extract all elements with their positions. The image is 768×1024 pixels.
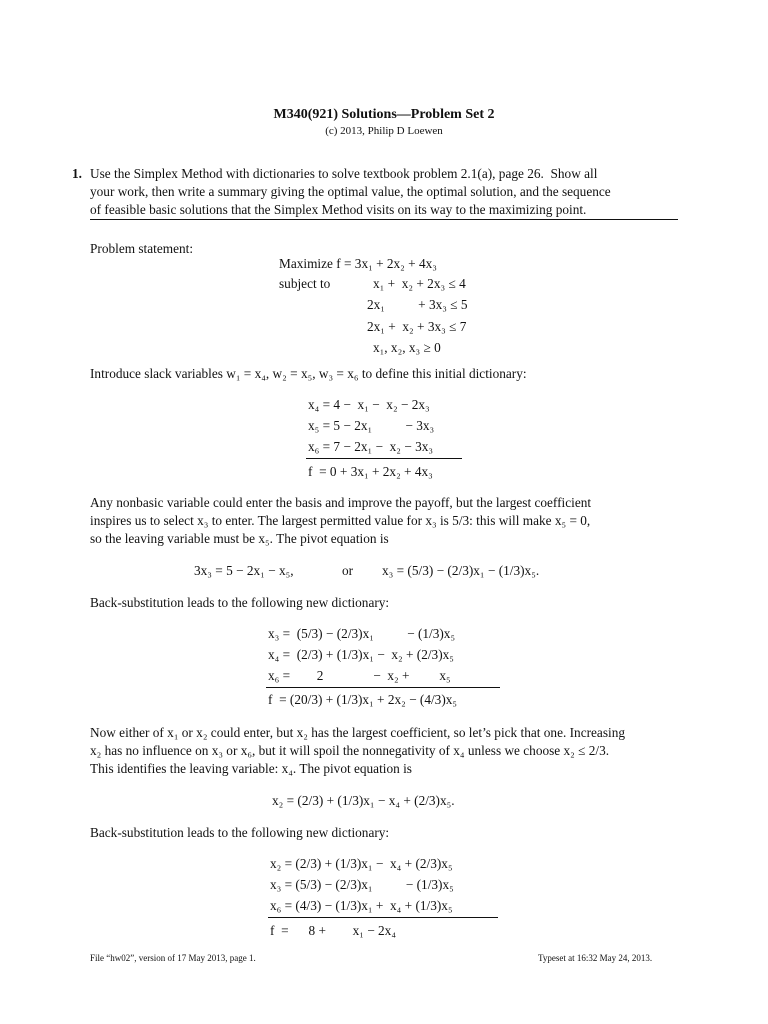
footer-typeset-info: Typeset at 16:32 May 24, 2013. xyxy=(538,953,653,963)
constraint-3: 2x₁ + x₂ + 3x₃ ≤ 7 xyxy=(367,319,467,334)
para2-line-2: x₂ has no influence on x₃ or x₆, but it will spoil the nonnegativity of x₄ unless we choose x₂ ≤ 2/3. xyxy=(90,743,610,758)
dict2-row-1: x₃ = (5/3) − (2/3)x₁ − (1/3)x₅ xyxy=(268,626,456,641)
maximize-line: Maximize f = 3x₁ + 2x₂ + 4x₃ xyxy=(279,256,437,271)
backsub2-text: Back-substitution leads to the following new dictionary: xyxy=(90,825,390,840)
dict3-row-2: x₃ = (5/3) − (2/3)x₁ − (1/3)x₅ xyxy=(270,877,454,892)
subject-to-label: subject to xyxy=(279,276,331,291)
dict2-row-3: x₆ = 2 − x₂ + x₅ xyxy=(268,668,451,683)
question-line-2: your work, then write a summary giving the optimal value, the optimal solution, and the sequence xyxy=(90,184,611,199)
dict2-objective: f = (20/3) + (1/3)x₁ + 2x₂ − (4/3)x₅ xyxy=(268,692,458,707)
para2-line-1: Now either of x₁ or x₂ could enter, but x₂ has the largest coefficient, so let’s pick that one. Increasing xyxy=(90,725,625,740)
footer-file-info: File “hw02”, version of 17 May 2013, page 1. xyxy=(90,953,256,963)
dict1-row-1: x₄ = 4 − x₁ − x₂ − 2x₃ xyxy=(308,397,430,412)
dict2-rule xyxy=(266,687,500,688)
dict1-row-2: x₅ = 5 − 2x₁ − 3x₃ xyxy=(308,418,435,433)
copyright-line: (c) 2013, Philip D Loewen xyxy=(325,125,443,137)
dict3-row-1: x₂ = (2/3) + (1/3)x₁ − x₄ + (2/3)x₅ xyxy=(270,856,453,871)
problem-label: Problem statement: xyxy=(90,241,194,256)
dict1-objective: f = 0 + 3x₁ + 2x₂ + 4x₃ xyxy=(308,464,433,479)
dict3-objective: f = 8 + x₁ − 2x₄ xyxy=(270,923,396,938)
dict2-row-2: x₄ = (2/3) + (1/3)x₁ − x₂ + (2/3)x₅ xyxy=(268,647,454,662)
slack-intro: Introduce slack variables w₁ = x₄, w₂ = x₅, w₃ = x₆ to define this initial dictionary: xyxy=(90,366,527,381)
question-line-1: Use the Simplex Method with dictionaries to solve textbook problem 2.1(a), page 26. Show all xyxy=(90,166,598,181)
constraint-nonneg: x₁, x₂, x₃ ≥ 0 xyxy=(373,340,441,355)
question-divider xyxy=(90,219,678,220)
dict3-row-3: x₆ = (4/3) − (1/3)x₁ + x₄ + (1/3)x₅ xyxy=(270,898,453,913)
page-title: M340(921) Solutions—Problem Set 2 xyxy=(273,107,495,122)
constraint-2: 2x₁ + 3x₃ ≤ 5 xyxy=(367,297,468,312)
pivot1-right: x₃ = (5/3) − (2/3)x₁ − (1/3)x₅. xyxy=(382,563,540,578)
pivot1-left: 3x₃ = 5 − 2x₁ − x₅, xyxy=(194,563,294,578)
constraint-1: x₁ + x₂ + 2x₃ ≤ 4 xyxy=(373,276,466,291)
para1-line-3: so the leaving variable must be x₅. The pivot equation is xyxy=(90,531,389,546)
dict1-rule xyxy=(306,458,462,459)
pivot1-or: or xyxy=(342,563,354,578)
backsub1-text: Back-substitution leads to the following new dictionary: xyxy=(90,595,390,610)
pivot2-equation: x₂ = (2/3) + (1/3)x₁ − x₄ + (2/3)x₅. xyxy=(272,793,455,808)
para2-line-3: This identifies the leaving variable: x₄. The pivot equation is xyxy=(90,761,412,776)
question-number: 1. xyxy=(72,166,82,181)
dict3-rule xyxy=(268,917,498,918)
dict1-row-3: x₆ = 7 − 2x₁ − x₂ − 3x₃ xyxy=(308,439,433,454)
para1-line-2: inspires us to select x₃ to enter. The largest permitted value for x₃ is 5/3: this will make x₅ = 0, xyxy=(90,513,591,528)
question-line-3: of feasible basic solutions that the Simplex Method visits on its way to the maximizing point. xyxy=(90,202,587,217)
para1-line-1: Any nonbasic variable could enter the basis and improve the payoff, but the largest coefficient xyxy=(90,495,592,510)
